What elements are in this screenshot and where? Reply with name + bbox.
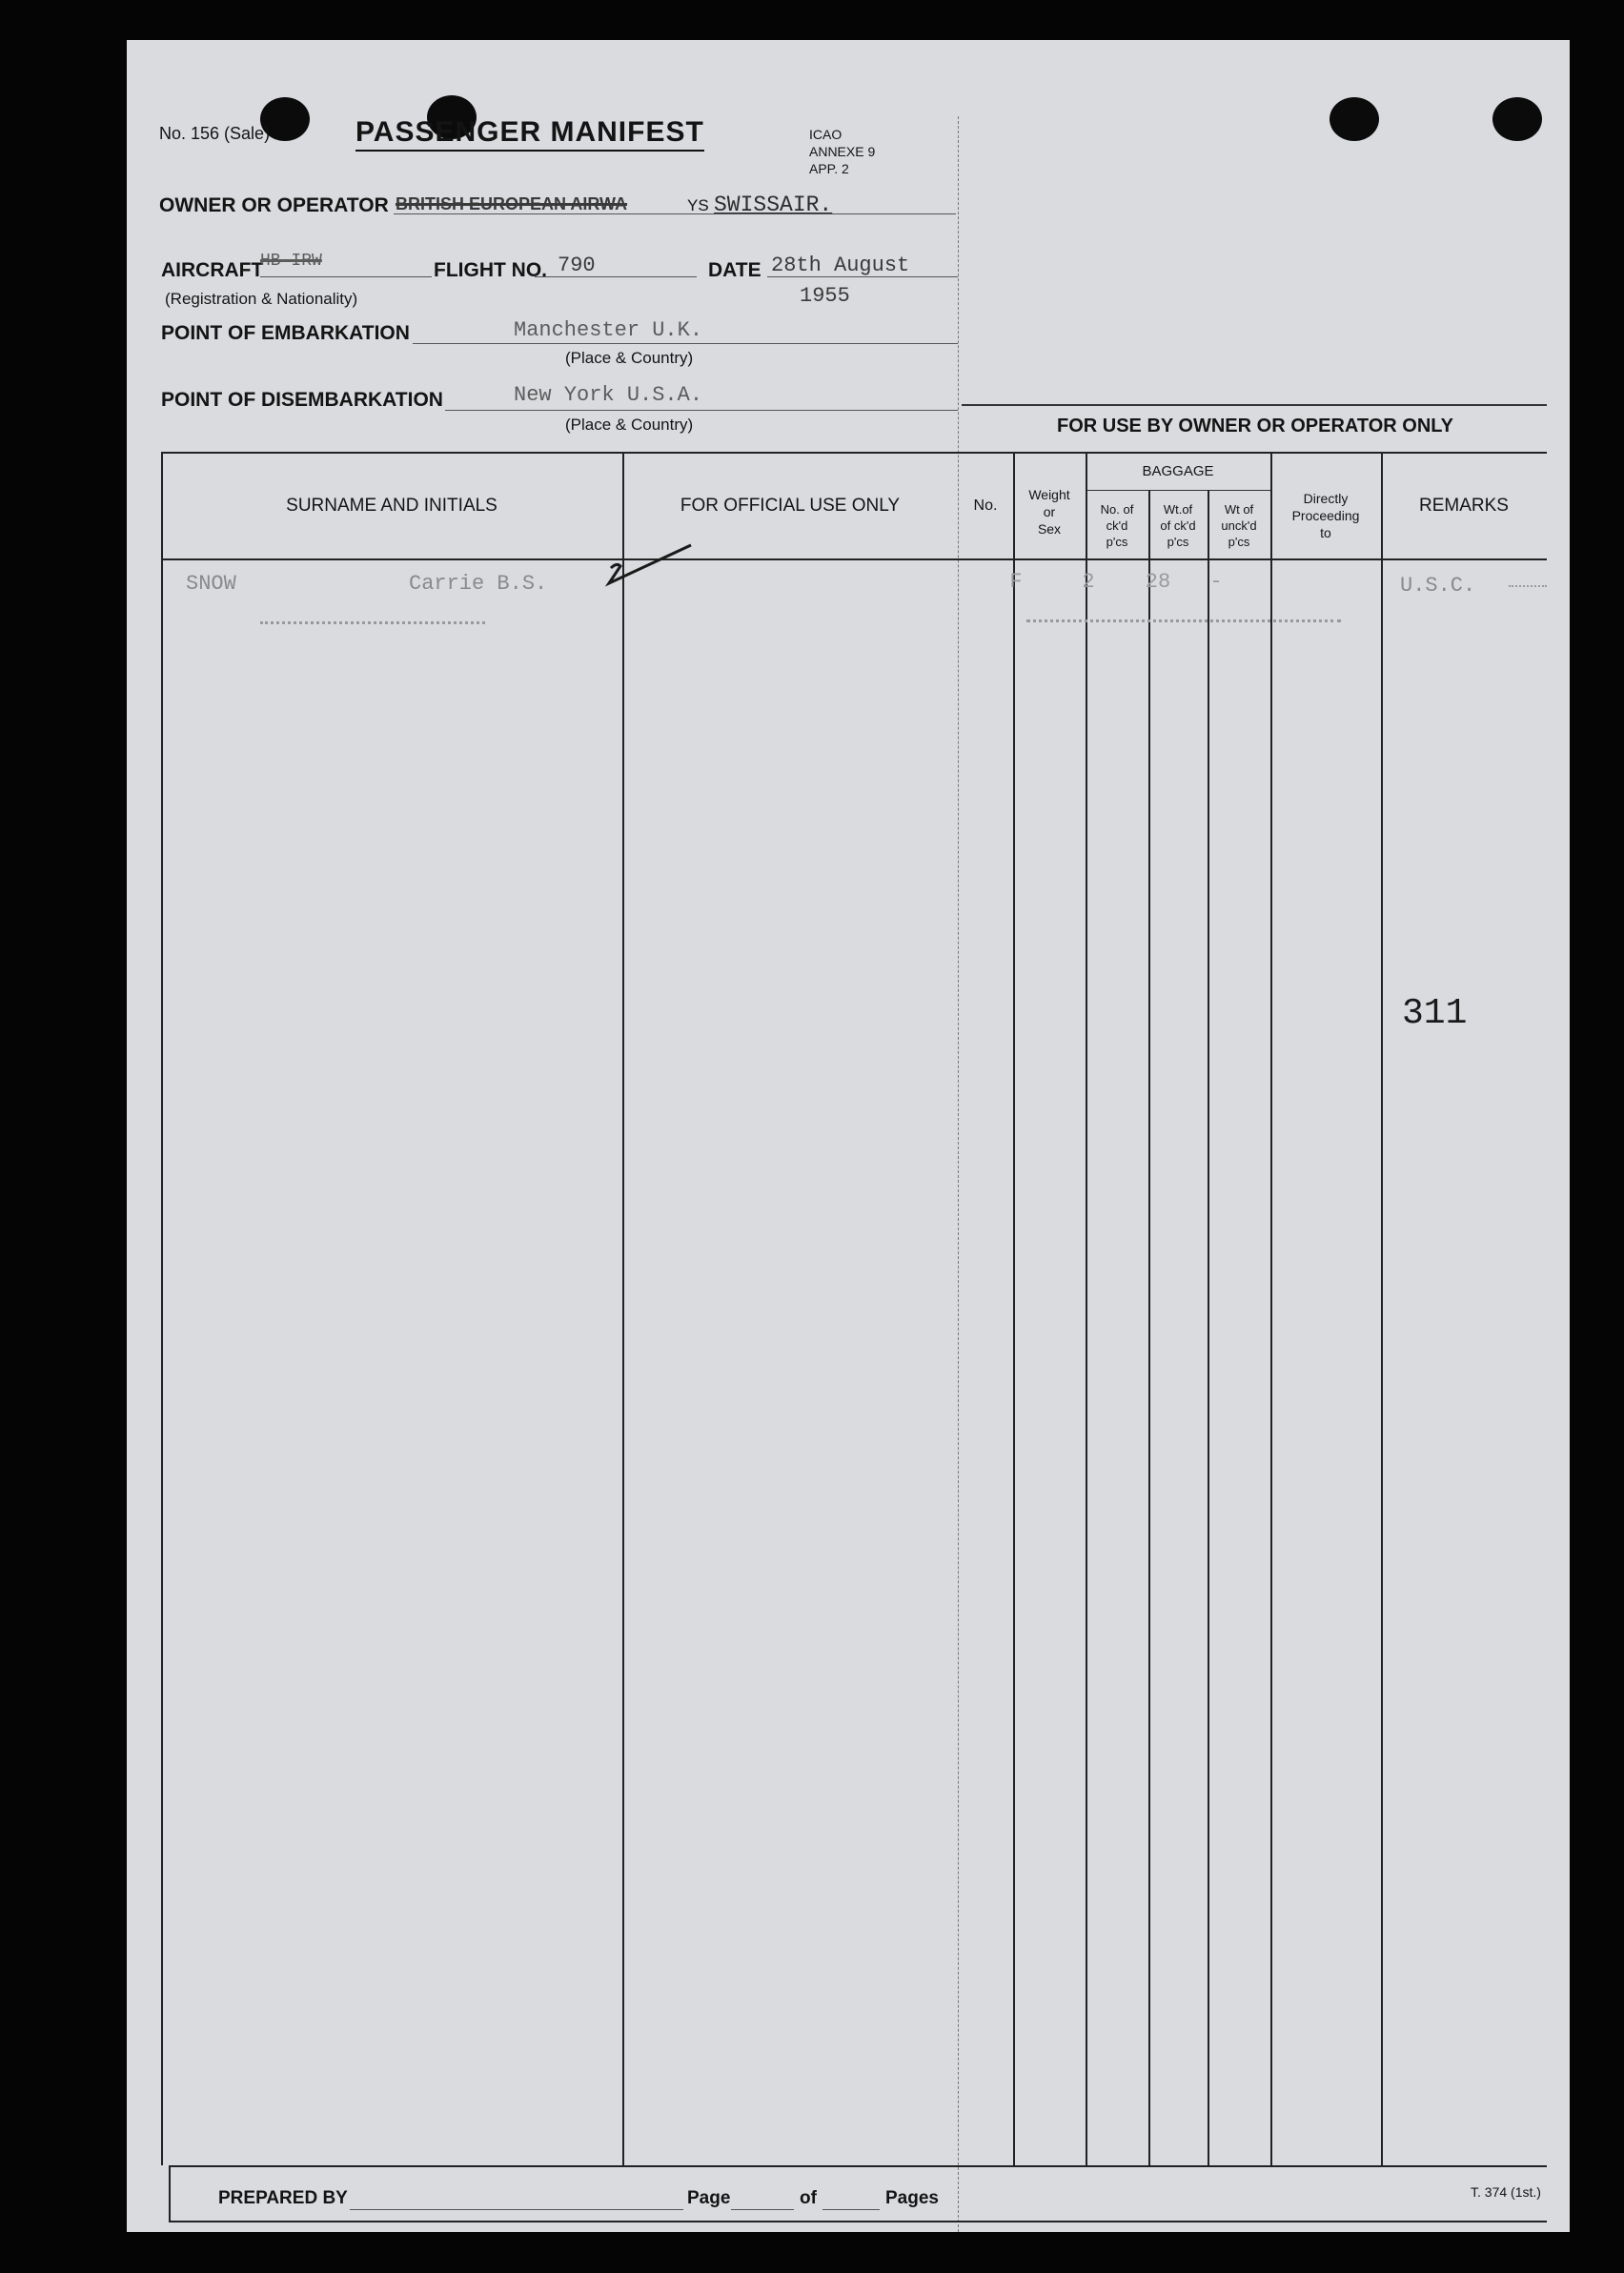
embarkation-sublabel: (Place & Country): [565, 349, 694, 367]
of-label: of: [800, 2188, 817, 2208]
row-dotted-line: [1026, 619, 1341, 622]
date-year: 1955: [800, 284, 850, 308]
header-line: Proceeding: [1291, 508, 1360, 523]
of-line: [822, 2209, 880, 2210]
page-line: [731, 2209, 794, 2210]
owner-use-heading: FOR USE BY OWNER OR OPERATOR ONLY: [1057, 416, 1453, 436]
owner-line: [394, 213, 956, 214]
stamp-number: 311: [1402, 993, 1468, 1034]
flight-line: [535, 276, 697, 277]
owner-label: OWNER OR OPERATOR: [159, 194, 389, 216]
passenger-wt-unckd: -: [1209, 570, 1223, 594]
embarkation-label: POINT OF EMBARKATION: [161, 322, 410, 344]
no-ckd-header: [1086, 501, 1148, 550]
date-line: [767, 276, 958, 277]
form-number: No. 156 (Sale): [159, 124, 271, 143]
surname-divider: [622, 452, 624, 2165]
header-line: ck'd: [1106, 518, 1128, 533]
disembarkation-line: [445, 410, 958, 411]
aircraft-value: HB-IRW: [260, 252, 322, 271]
header-line: p'cs: [1167, 535, 1189, 549]
passenger-sex: F: [1009, 570, 1023, 594]
wt-ckd-divider: [1208, 490, 1209, 2165]
prepared-by-line: [350, 2209, 683, 2210]
date-value: 28th August: [771, 254, 910, 277]
header-line: p'cs: [1228, 535, 1250, 549]
header-line: Weight: [1028, 487, 1070, 502]
prepared-by-label: PREPARED BY: [218, 2188, 348, 2208]
header-line: Wt.of: [1163, 502, 1193, 517]
weight-divider: [1086, 452, 1087, 2165]
surname-header: SURNAME AND INITIALS: [286, 496, 497, 516]
header-line: or: [1043, 504, 1056, 519]
table-top: [161, 452, 1547, 454]
disembarkation-sublabel: (Place & Country): [565, 416, 694, 434]
wt-ckd-header: [1148, 501, 1208, 550]
remarks-header: REMARKS: [1419, 496, 1509, 516]
header-line: No. of: [1100, 502, 1134, 517]
header-line: p'cs: [1106, 535, 1128, 549]
directly-proceeding-header: [1270, 490, 1381, 541]
header-line: of ck'd: [1160, 518, 1196, 533]
ckd-divider: [1148, 490, 1150, 2165]
passenger-dotted-underline: [260, 621, 485, 624]
passenger-no-ckd: 2: [1082, 570, 1095, 594]
table-left-border: [161, 452, 163, 2165]
no-left-divider: [1013, 452, 1015, 2165]
owner-suffix: YS: [687, 196, 709, 214]
flight-label: FLIGHT NO.: [434, 259, 547, 281]
flight-value: 790: [558, 254, 596, 277]
header-line: unck'd: [1221, 518, 1257, 533]
remarks-dotted-line: [1509, 585, 1547, 587]
aircraft-sublabel: (Registration & Nationality): [165, 290, 358, 308]
page-label: Page: [687, 2188, 731, 2208]
passenger-surname: SNOW: [186, 572, 236, 596]
manifest-page: [127, 40, 1570, 2232]
passenger-remarks: U.S.C.: [1400, 574, 1476, 598]
icao-reference: [809, 126, 875, 177]
footer-left-border: [169, 2165, 171, 2221]
icao-line: APP. 2: [809, 161, 849, 176]
manifest-title: PASSENGER MANIFEST: [355, 116, 704, 152]
pages-label: Pages: [885, 2188, 939, 2208]
baggage-header: BAGGAGE: [1142, 463, 1214, 479]
embarkation-line: [413, 343, 958, 344]
embarkation-value: Manchester U.K.: [514, 318, 703, 342]
weight-sex-header: [1013, 486, 1086, 538]
baggage-right-divider: [1270, 452, 1272, 2165]
passenger-initials: Carrie B.S.: [409, 572, 548, 596]
passenger-wt-ckd: 28: [1145, 570, 1171, 594]
table-bottom: [169, 2165, 1547, 2167]
punch-hole: [1492, 97, 1542, 141]
owner-value: SWISSAIR.: [714, 193, 833, 217]
aircraft-label: AIRCRAFT: [161, 259, 264, 281]
checkmark-icon: [603, 538, 699, 595]
header-line: Wt of: [1224, 502, 1254, 517]
date-label: DATE: [708, 259, 761, 281]
disembarkation-label: POINT OF DISEMBARKATION: [161, 389, 443, 411]
header-line: to: [1320, 525, 1331, 540]
header-line: Directly: [1303, 491, 1349, 506]
aircraft-line: [260, 276, 432, 277]
header-line: Sex: [1037, 521, 1062, 537]
footer-bottom-line: [169, 2221, 1547, 2222]
disembarkation-value: New York U.S.A.: [514, 383, 703, 407]
center-fold-line: [958, 116, 959, 2232]
table-header-bottom: [161, 558, 1547, 560]
official-use-header: FOR OFFICIAL USE ONLY: [680, 496, 901, 516]
icao-line: ICAO: [809, 127, 842, 142]
owner-use-rule: [962, 404, 1547, 406]
punch-hole: [1330, 97, 1379, 141]
directly-divider: [1381, 452, 1383, 2165]
form-code: T. 374 (1st.): [1471, 2184, 1541, 2200]
icao-line: ANNEXE 9: [809, 144, 876, 159]
baggage-divider: [1086, 490, 1270, 491]
wt-unckd-header: [1208, 501, 1270, 550]
no-header: No.: [973, 497, 998, 514]
owner-struck-text: BRITISH EUROPEAN AIRWA: [396, 194, 628, 213]
